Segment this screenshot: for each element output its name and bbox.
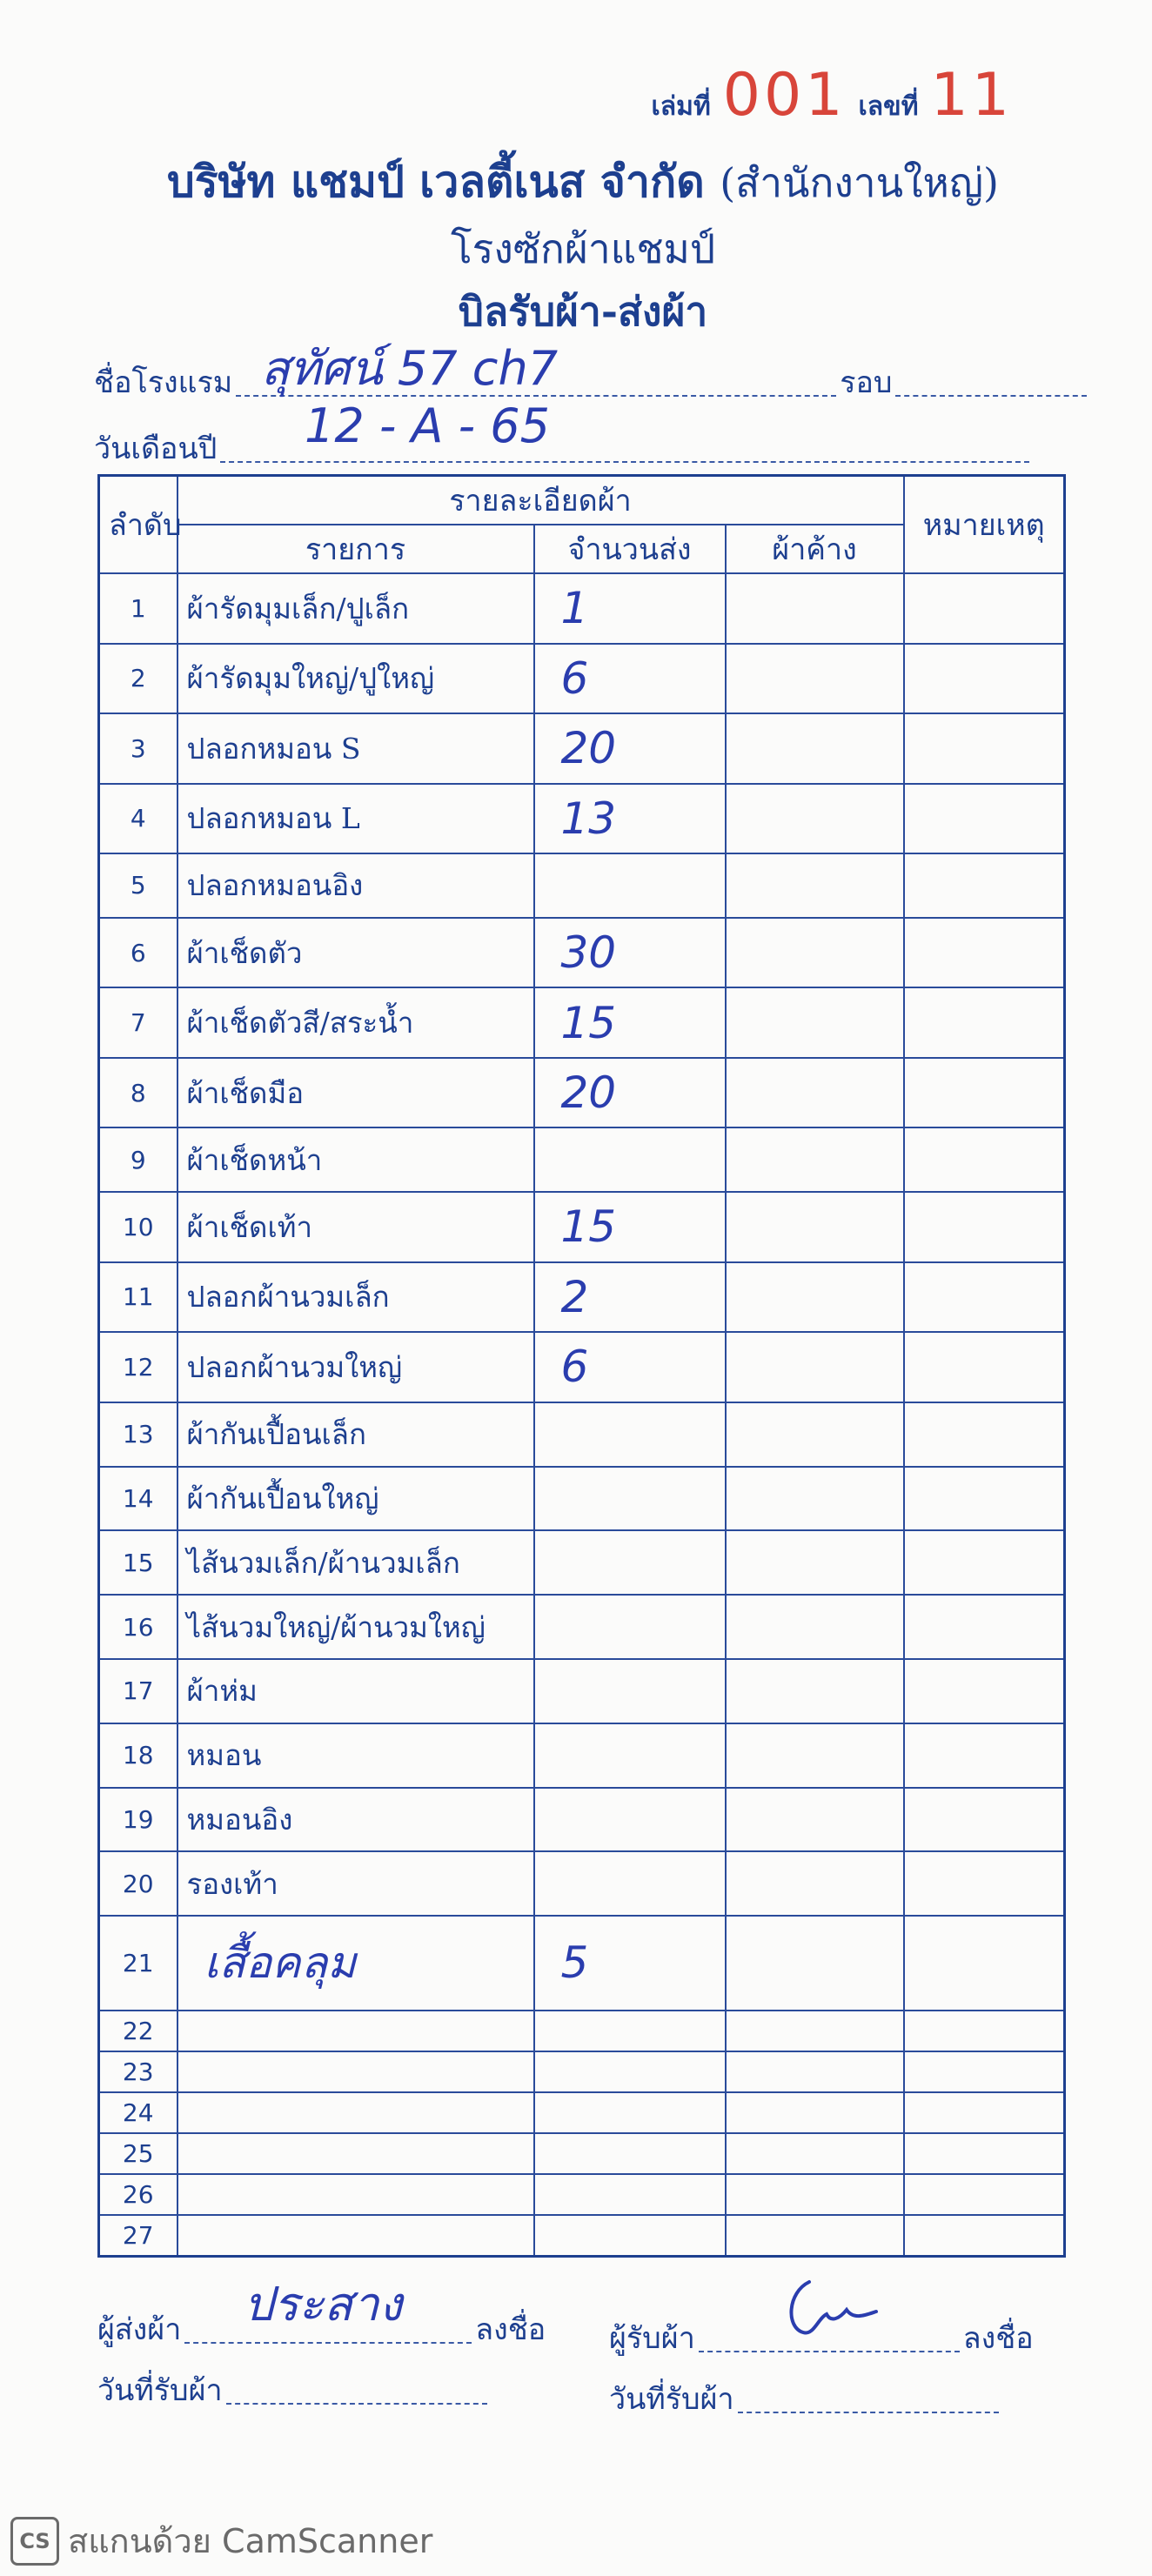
row-number: 22 <box>99 2011 177 2051</box>
row-item: ผ้าเช็ดเท้า <box>177 1192 534 1262</box>
date-dotted-line <box>220 456 1029 463</box>
date-value-handwritten: 12 - A - 65 <box>305 398 550 453</box>
camscanner-logo-icon: CS <box>10 2517 59 2566</box>
table-row <box>99 2092 1065 2133</box>
row-number: 7 <box>99 987 177 1058</box>
row-number: 6 <box>99 918 177 988</box>
row-number: 26 <box>99 2174 177 2215</box>
table-row <box>99 1595 1065 1659</box>
sender-label: ผู้ส่งผ้า <box>97 2312 182 2347</box>
row-remark <box>904 2133 1065 2174</box>
row-sent-qty: 15 <box>534 987 726 1058</box>
row-number: 1 <box>99 573 177 644</box>
row-item: ผ้ารัดมุมใหญ่/ปูใหญ่ <box>177 644 534 714</box>
row-remark <box>904 1851 1065 1916</box>
table-row <box>99 1659 1065 1723</box>
row-pending <box>726 918 904 988</box>
book-label: เล่มที่ <box>651 91 711 122</box>
col-items-header: รายการ <box>177 525 534 573</box>
row-sent-qty: 1 <box>534 573 726 644</box>
row-pending <box>726 713 904 784</box>
row-sent-qty <box>534 2215 726 2257</box>
row-item <box>177 2174 534 2215</box>
row-remark <box>904 1916 1065 2011</box>
row-item: ปลอกหมอน L <box>177 784 534 854</box>
row-number: 4 <box>99 784 177 854</box>
row-item: ผ้ากันเปื้อนเล็ก <box>177 1402 534 1467</box>
row-remark <box>904 784 1065 854</box>
row-remark <box>904 1402 1065 1467</box>
receiver-sign-label: ลงชื่อ <box>962 2321 1034 2356</box>
row-sent-qty: 5 <box>534 1916 726 2011</box>
row-number: 3 <box>99 713 177 784</box>
table-row <box>99 644 1065 714</box>
company-branch: (สำนักงานใหญ่) <box>720 159 999 206</box>
row-pending <box>726 2133 904 2174</box>
row-sent-qty <box>534 1530 726 1595</box>
row-pending <box>726 1402 904 1467</box>
table-row <box>99 1723 1065 1788</box>
row-pending <box>726 1659 904 1723</box>
row-item: ผ้าห่ม <box>177 1659 534 1723</box>
table-row <box>99 1262 1065 1333</box>
row-pending <box>726 2174 904 2215</box>
row-number: 14 <box>99 1467 177 1531</box>
row-sent-qty <box>534 1851 726 1916</box>
row-remark <box>904 1127 1065 1192</box>
row-pending <box>726 1723 904 1788</box>
row-remark <box>904 2092 1065 2133</box>
row-number: 24 <box>99 2092 177 2133</box>
row-sent-qty <box>534 2174 726 2215</box>
row-number: 20 <box>99 1851 177 1916</box>
table-row <box>99 1916 1065 2011</box>
row-remark <box>904 644 1065 714</box>
row-remark <box>904 2174 1065 2215</box>
row-pending <box>726 2051 904 2092</box>
sender-sign-label: ลงชื่อ <box>475 2312 546 2347</box>
book-number-line <box>652 61 1013 130</box>
row-sent-qty: 13 <box>534 784 726 854</box>
row-pending <box>726 2011 904 2051</box>
row-pending <box>726 1530 904 1595</box>
date-field <box>94 425 1033 472</box>
row-sent-qty <box>534 1402 726 1467</box>
sender-received-date-label: วันที่รับผ้า <box>97 2373 223 2408</box>
laundry-table-body <box>99 573 1065 2257</box>
row-pending <box>726 1127 904 1192</box>
row-pending <box>726 644 904 714</box>
row-sent-qty: 20 <box>534 1058 726 1128</box>
no-number: 11 <box>930 61 1013 130</box>
row-sent-qty <box>534 1467 726 1531</box>
book-number: 001 <box>722 61 847 130</box>
row-item: ผ้ารัดมุมเล็ก/ปูเล็ก <box>177 573 534 644</box>
row-item: ผ้าเช็ดมือ <box>177 1058 534 1128</box>
receiver-date-dotted-line <box>738 2406 999 2413</box>
row-remark <box>904 1467 1065 1531</box>
table-row <box>99 918 1065 988</box>
receiver-label: ผู้รับผ้า <box>609 2321 695 2356</box>
row-pending <box>726 1467 904 1531</box>
row-item: ไส้นวมใหญ่/ผ้านวมใหญ่ <box>177 1595 534 1659</box>
row-pending <box>726 1262 904 1333</box>
row-item: หมอน <box>177 1723 534 1788</box>
row-item <box>177 2011 534 2051</box>
no-label: เลขที่ <box>858 91 919 122</box>
row-pending <box>726 987 904 1058</box>
table-row <box>99 1402 1065 1467</box>
row-pending <box>726 784 904 854</box>
camscanner-text: สแกนด้วย CamScanner <box>68 2522 433 2560</box>
laundry-table <box>97 474 1066 2258</box>
row-sent-qty <box>534 1659 726 1723</box>
table-row <box>99 2174 1065 2215</box>
row-remark <box>904 987 1065 1058</box>
row-sent-qty <box>534 2011 726 2051</box>
row-remark <box>904 918 1065 988</box>
receiver-date-label: วันที่รับผ้า <box>609 2382 734 2417</box>
bill-title: บิลรับผ้า-ส่งผ้า <box>458 288 708 335</box>
hotel-value-handwritten: สุทัศน์ 57 ch7 <box>261 341 559 396</box>
row-item: ผ้ากันเปื้อนใหญ่ <box>177 1467 534 1531</box>
row-pending <box>726 1788 904 1852</box>
row-pending <box>726 573 904 644</box>
table-row <box>99 1788 1065 1852</box>
round-dotted-line <box>895 390 1087 397</box>
row-sent-qty <box>534 853 726 918</box>
row-number: 17 <box>99 1659 177 1723</box>
row-remark <box>904 1332 1065 1402</box>
row-item: ไส้นวมเล็ก/ผ้านวมเล็ก <box>177 1530 534 1595</box>
company-name <box>131 148 1035 217</box>
row-number: 9 <box>99 1127 177 1192</box>
row-sent-qty <box>534 2051 726 2092</box>
row-item: ปลอกหมอนอิง <box>177 853 534 918</box>
row-remark <box>904 573 1065 644</box>
col-details-header: รายละเอียดผ้า <box>177 476 904 525</box>
row-item <box>177 2215 534 2257</box>
row-number: 27 <box>99 2215 177 2257</box>
row-remark <box>904 1262 1065 1333</box>
table-row <box>99 1192 1065 1262</box>
row-item: ปลอกหมอน S <box>177 713 534 784</box>
row-pending <box>726 1595 904 1659</box>
row-remark <box>904 853 1065 918</box>
row-remark <box>904 1723 1065 1788</box>
table-row <box>99 784 1065 854</box>
row-remark <box>904 2011 1065 2051</box>
table-row <box>99 1332 1065 1402</box>
company-name-text: บริษัท แชมป์ เวลตี้เนส จำกัด <box>166 156 705 207</box>
table-row <box>99 1467 1065 1531</box>
row-remark <box>904 1595 1065 1659</box>
col-sent-header: จำนวนส่ง <box>534 525 726 573</box>
row-item: ผ้าเช็ดหน้า <box>177 1127 534 1192</box>
row-number: 23 <box>99 2051 177 2092</box>
row-number: 18 <box>99 1723 177 1788</box>
row-number: 15 <box>99 1530 177 1595</box>
row-sent-qty: 20 <box>534 713 726 784</box>
row-sent-qty <box>534 2092 726 2133</box>
row-item <box>177 2051 534 2092</box>
col-remark-header: หมายเหตุ <box>904 476 1065 574</box>
row-remark <box>904 1192 1065 1262</box>
row-remark <box>904 713 1065 784</box>
col-no-header: ลำดับ <box>99 476 177 574</box>
row-pending <box>726 1851 904 1916</box>
row-pending <box>726 2215 904 2257</box>
col-pending-header: ผ้าค้าง <box>726 525 904 573</box>
table-row <box>99 1127 1065 1192</box>
row-sent-qty: 30 <box>534 918 726 988</box>
table-row <box>99 573 1065 644</box>
row-remark <box>904 2051 1065 2092</box>
row-sent-qty: 6 <box>534 644 726 714</box>
row-number: 13 <box>99 1402 177 1467</box>
row-sent-qty: 15 <box>534 1192 726 1262</box>
row-remark <box>904 1058 1065 1128</box>
factory-name: โรงซักผ้าแชมป์ <box>450 225 716 272</box>
hotel-field <box>94 358 1090 405</box>
row-pending <box>726 1192 904 1262</box>
table-row <box>99 987 1065 1058</box>
row-pending <box>726 2092 904 2133</box>
row-remark <box>904 1530 1065 1595</box>
receiver-signature-mark <box>779 2275 892 2345</box>
receiver-dotted-line <box>699 2345 960 2352</box>
row-remark <box>904 1788 1065 1852</box>
table-row <box>99 2011 1065 2051</box>
table-row <box>99 1058 1065 1128</box>
row-remark <box>904 2215 1065 2257</box>
row-sent-qty <box>534 1788 726 1852</box>
table-row <box>99 713 1065 784</box>
row-sent-qty <box>534 1595 726 1659</box>
row-number: 2 <box>99 644 177 714</box>
row-number: 8 <box>99 1058 177 1128</box>
round-label: รอบ <box>840 365 893 400</box>
table-row <box>99 2051 1065 2092</box>
row-pending <box>726 853 904 918</box>
row-sent-qty <box>534 1723 726 1788</box>
table-row <box>99 1851 1065 1916</box>
table-row <box>99 2215 1065 2257</box>
row-number: 11 <box>99 1262 177 1333</box>
row-item <box>177 2133 534 2174</box>
row-number: 10 <box>99 1192 177 1262</box>
row-sent-qty <box>534 1127 726 1192</box>
table-row <box>99 853 1065 918</box>
row-item: ผ้าเช็ดตัว <box>177 918 534 988</box>
row-number: 12 <box>99 1332 177 1402</box>
row-pending <box>726 1332 904 1402</box>
row-number: 16 <box>99 1595 177 1659</box>
row-item: หมอนอิง <box>177 1788 534 1852</box>
table-row <box>99 1530 1065 1595</box>
table-row <box>99 2133 1065 2174</box>
row-item <box>177 2092 534 2133</box>
row-number: 5 <box>99 853 177 918</box>
row-item: ปลอกผ้านวมเล็ก <box>177 1262 534 1333</box>
sender-received-date-field <box>97 2366 491 2413</box>
row-number: 21 <box>99 1916 177 2011</box>
row-number: 19 <box>99 1788 177 1852</box>
row-sent-qty <box>534 2133 726 2174</box>
row-item: รองเท้า <box>177 1851 534 1916</box>
row-item: ผ้าเช็ดตัวสี/สระน้ำ <box>177 987 534 1058</box>
receiver-date-field <box>609 2375 1002 2422</box>
row-pending <box>726 1916 904 2011</box>
row-number: 25 <box>99 2133 177 2174</box>
camscanner-watermark <box>10 2514 432 2567</box>
row-pending <box>726 1058 904 1128</box>
sender-signature: ประสาง <box>244 2277 402 2332</box>
date-label: วันเดือนปี <box>94 432 218 466</box>
sender-received-date-dotted-line <box>226 2398 487 2405</box>
hotel-label: ชื่อโรงแรม <box>94 365 233 400</box>
row-remark <box>904 1659 1065 1723</box>
row-item: เสื้อคลุม <box>177 1916 534 2011</box>
row-sent-qty: 2 <box>534 1262 726 1333</box>
row-item: ปลอกผ้านวมใหญ่ <box>177 1332 534 1402</box>
row-sent-qty: 6 <box>534 1332 726 1402</box>
